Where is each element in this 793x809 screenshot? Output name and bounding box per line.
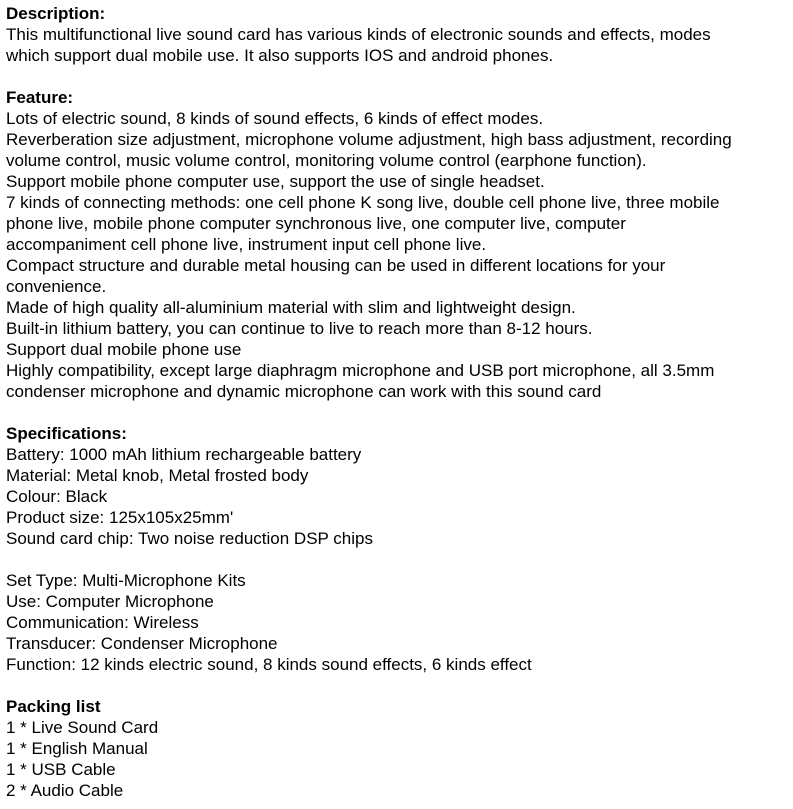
packing-list-item: 2 * Audio Cable — [6, 781, 124, 800]
specifications-heading: Specifications: — [6, 424, 127, 443]
description-line: This multifunctional live sound card has various kinds of electronic sounds and effects, modes — [6, 25, 711, 44]
feature-line: phone live, mobile phone computer synchronous live, one computer live, computer — [6, 214, 626, 233]
feature-line: Support mobile phone computer use, support the use of single headset. — [6, 172, 545, 191]
packing-list-heading: Packing list — [6, 697, 101, 716]
packing-list-item: 1 * English Manual — [6, 739, 148, 758]
feature-line: Built-in lithium battery, you can continue to live to reach more than 8-12 hours. — [6, 319, 593, 338]
feature-line: convenience. — [6, 277, 107, 296]
packing-list-item: 1 * Live Sound Card — [6, 718, 159, 737]
packing-list-section — [6, 696, 793, 801]
spec-line: Set Type: Multi-Microphone Kits — [6, 571, 246, 590]
specifications-section — [6, 423, 793, 675]
section-spacer — [6, 675, 793, 696]
feature-line: Compact structure and durable metal housing can be used in different locations for your — [6, 256, 666, 275]
feature-line: Reverberation size adjustment, microphone volume adjustment, high bass adjustment, recording — [6, 130, 732, 149]
description-line: which support dual mobile use. It also supports IOS and android phones. — [6, 46, 554, 65]
feature-section — [6, 87, 793, 402]
spec-line: Battery: 1000 mAh lithium rechargeable battery — [6, 445, 362, 464]
spec-line: Transducer: Condenser Microphone — [6, 634, 278, 653]
spec-line: Function: 12 kinds electric sound, 8 kinds sound effects, 6 kinds effect — [6, 655, 532, 674]
section-spacer — [6, 549, 793, 570]
spec-line: Sound card chip: Two noise reduction DSP chips — [6, 529, 373, 548]
feature-line: condenser microphone and dynamic microphone can work with this sound card — [6, 382, 602, 401]
spec-line: Material: Metal knob, Metal frosted body — [6, 466, 309, 485]
feature-line: Lots of electric sound, 8 kinds of sound effects, 6 kinds of effect modes. — [6, 109, 544, 128]
section-spacer — [6, 66, 793, 87]
description-section — [6, 3, 793, 66]
spec-line: Colour: Black — [6, 487, 108, 506]
feature-heading: Feature: — [6, 88, 74, 107]
section-spacer — [6, 402, 793, 423]
feature-line: 7 kinds of connecting methods: one cell phone K song live, double cell phone live, three mobile — [6, 193, 720, 212]
feature-line: accompaniment cell phone live, instrument input cell phone live. — [6, 235, 487, 254]
packing-list-item: 1 * USB Cable — [6, 760, 116, 779]
spec-line: Product size: 125x105x25mm' — [6, 508, 234, 527]
feature-line: volume control, music volume control, monitoring volume control (earphone function). — [6, 151, 647, 170]
description-heading: Description: — [6, 4, 106, 23]
feature-line: Highly compatibility, except large diaphragm microphone and USB port microphone, all 3.5mm — [6, 361, 715, 380]
spec-line: Use: Computer Microphone — [6, 592, 214, 611]
spec-line: Communication: Wireless — [6, 613, 199, 632]
feature-line: Made of high quality all-aluminium material with slim and lightweight design. — [6, 298, 576, 317]
feature-line: Support dual mobile phone use — [6, 340, 242, 359]
